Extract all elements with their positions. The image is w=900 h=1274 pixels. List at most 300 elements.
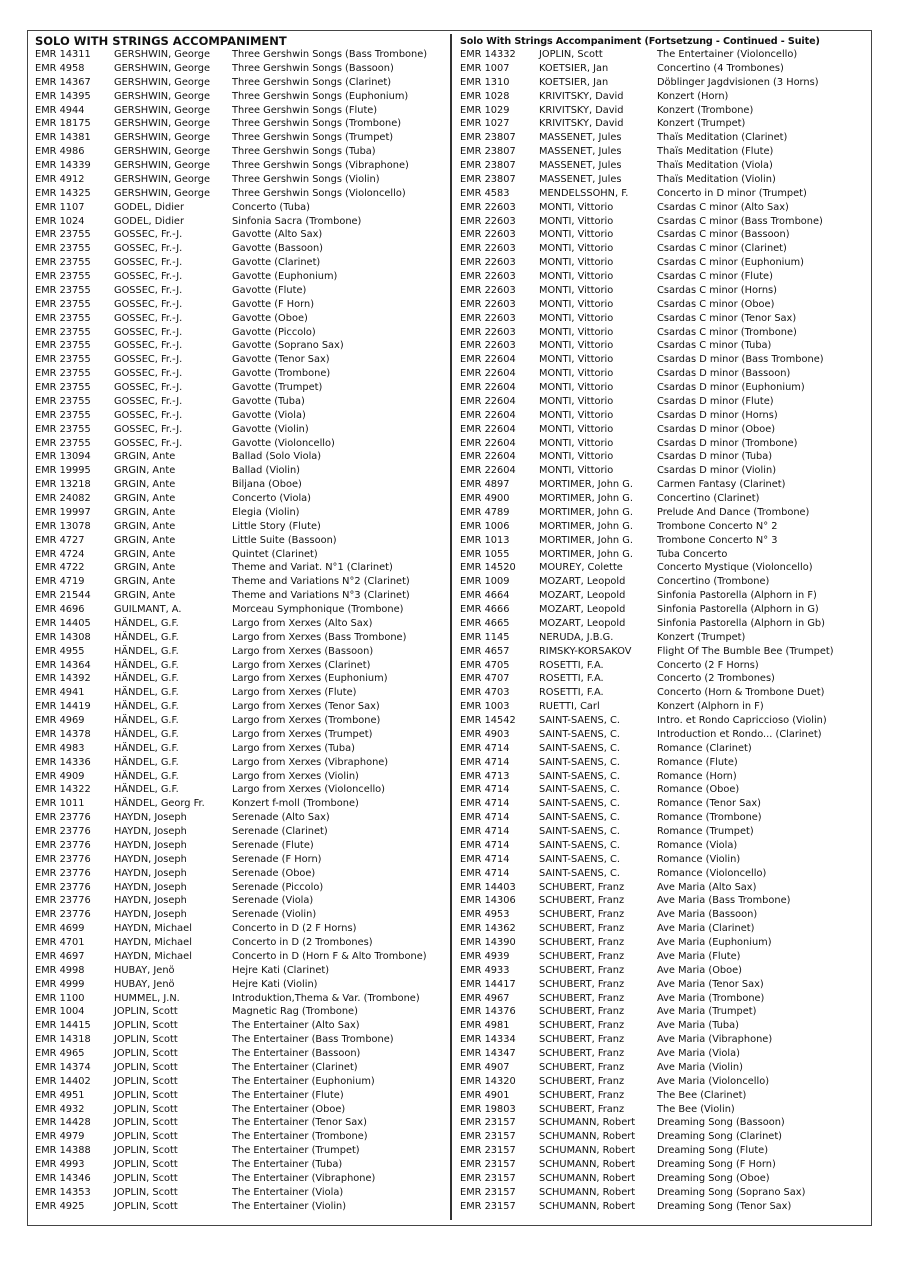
catalog-row bbox=[460, 922, 870, 936]
catalog-number: EMR 18175 bbox=[35, 118, 91, 130]
catalog-row bbox=[460, 367, 870, 381]
catalog-number: EMR 23755 bbox=[35, 284, 91, 296]
work-title: Dreaming Song (Soprano Sax) bbox=[657, 1186, 806, 1198]
catalog-number: EMR 19803 bbox=[460, 1103, 516, 1115]
composer: MONTI, Vittorio bbox=[539, 312, 614, 324]
catalog-number: EMR 22604 bbox=[460, 368, 516, 380]
composer: MONTI, Vittorio bbox=[539, 382, 614, 393]
catalog-number: EMR 4939 bbox=[460, 950, 510, 962]
catalog-number: EMR 22603 bbox=[460, 215, 516, 227]
catalog-row bbox=[460, 686, 870, 700]
catalog-number: EMR 1007 bbox=[460, 62, 510, 74]
catalog-row bbox=[35, 117, 445, 131]
catalog-row bbox=[460, 270, 870, 284]
composer: MENDELSSOHN, F. bbox=[539, 187, 629, 199]
composer: HÄNDEL, G.F. bbox=[114, 756, 179, 768]
catalog-number: EMR 4707 bbox=[460, 673, 510, 685]
catalog-row bbox=[35, 700, 445, 714]
work-title: Csardas C minor (Oboe) bbox=[657, 298, 775, 310]
composer: HAYDN, Michael bbox=[114, 923, 192, 935]
composer: SCHUBERT, Franz bbox=[539, 881, 625, 893]
composer: HUBAY, Jenö bbox=[114, 964, 175, 976]
work-title: Csardas D minor (Euphonium) bbox=[657, 382, 805, 393]
catalog-row bbox=[460, 742, 870, 756]
catalog-number: EMR 19997 bbox=[35, 506, 91, 518]
composer: GRGIN, Ante bbox=[114, 534, 176, 546]
catalog-row bbox=[460, 797, 870, 811]
catalog-row bbox=[460, 464, 870, 478]
composer: JOPLIN, Scott bbox=[114, 1186, 178, 1198]
catalog-row bbox=[35, 1047, 445, 1061]
composer: JOPLIN, Scott bbox=[114, 1075, 178, 1087]
catalog-number: EMR 4999 bbox=[35, 978, 85, 990]
work-title: The Entertainer (Tenor Sax) bbox=[232, 1117, 367, 1129]
catalog-row bbox=[35, 90, 445, 104]
catalog-row bbox=[460, 645, 870, 659]
work-title: Ave Maria (Violin) bbox=[657, 1061, 743, 1073]
work-title: Konzert (Trumpet) bbox=[657, 118, 746, 130]
composer: HÄNDEL, G.F. bbox=[114, 715, 179, 726]
catalog-number: EMR 4722 bbox=[35, 562, 85, 574]
catalog-row bbox=[460, 783, 870, 797]
composer: HÄNDEL, G.F. bbox=[114, 701, 179, 713]
catalog-row bbox=[460, 1144, 870, 1158]
catalog-row bbox=[35, 936, 445, 950]
catalog-number: EMR 23755 bbox=[35, 243, 91, 255]
catalog-row bbox=[460, 381, 870, 395]
catalog-number: EMR 23755 bbox=[35, 229, 91, 241]
work-title: Magnetic Rag (Trombone) bbox=[232, 1006, 358, 1018]
work-title: Concerto in D (2 Trombones) bbox=[232, 937, 373, 948]
work-title: Three Gershwin Songs (Bassoon) bbox=[232, 62, 394, 74]
work-title: Csardas C minor (Bassoon) bbox=[657, 229, 790, 241]
catalog-number: EMR 4696 bbox=[35, 604, 85, 615]
work-title: Prelude And Dance (Trombone) bbox=[657, 506, 810, 518]
work-title: Sinfonia Pastorella (Alphorn in G) bbox=[657, 604, 819, 615]
catalog-row bbox=[35, 437, 445, 451]
catalog-row bbox=[460, 298, 870, 312]
catalog-row bbox=[35, 353, 445, 367]
catalog-row bbox=[460, 728, 870, 742]
catalog-row bbox=[460, 950, 870, 964]
catalog-number: EMR 13094 bbox=[35, 451, 91, 463]
catalog-row bbox=[460, 908, 870, 922]
catalog-number: EMR 4907 bbox=[460, 1061, 510, 1073]
composer: HÄNDEL, G.F. bbox=[114, 770, 179, 782]
composer: HÄNDEL, G.F. bbox=[114, 645, 179, 657]
catalog-row bbox=[460, 520, 870, 534]
catalog-number: EMR 22604 bbox=[460, 354, 516, 366]
composer: HAYDN, Joseph bbox=[114, 909, 187, 921]
composer: SAINT-SAENS, C. bbox=[539, 784, 620, 796]
catalog-row bbox=[460, 1089, 870, 1103]
catalog-column-left bbox=[35, 35, 445, 1214]
catalog-row bbox=[35, 1172, 445, 1186]
catalog-number: EMR 22604 bbox=[460, 465, 516, 477]
work-title: Three Gershwin Songs (Euphonium) bbox=[232, 90, 409, 102]
catalog-row bbox=[35, 1103, 445, 1117]
composer: MONTI, Vittorio bbox=[539, 409, 614, 421]
catalog-row bbox=[460, 256, 870, 270]
work-title: Flight Of The Bumble Bee (Trumpet) bbox=[657, 645, 834, 657]
catalog-number: EMR 14403 bbox=[460, 881, 516, 893]
catalog-number: EMR 23755 bbox=[35, 312, 91, 324]
work-title: Dreaming Song (Bassoon) bbox=[657, 1117, 785, 1129]
catalog-row bbox=[460, 853, 870, 867]
composer: SCHUBERT, Franz bbox=[539, 964, 625, 976]
composer: SCHUBERT, Franz bbox=[539, 950, 625, 962]
work-title: Concerto in D minor (Trumpet) bbox=[657, 187, 807, 199]
work-title: Gavotte (Violoncello) bbox=[232, 437, 335, 449]
composer: JOPLIN, Scott bbox=[114, 1131, 178, 1143]
catalog-row bbox=[460, 450, 870, 464]
catalog-number: EMR 22604 bbox=[460, 437, 516, 449]
work-title: Largo from Xerxes (Trombone) bbox=[232, 715, 381, 726]
catalog-number: EMR 4953 bbox=[460, 909, 510, 921]
work-title: The Entertainer (Flute) bbox=[232, 1089, 344, 1101]
catalog-number: EMR 14374 bbox=[35, 1061, 91, 1073]
work-title: Three Gershwin Songs (Bass Trombone) bbox=[232, 49, 428, 60]
catalog-number: EMR 4665 bbox=[460, 617, 510, 629]
work-title: Little Suite (Bassoon) bbox=[232, 534, 337, 546]
catalog-row bbox=[460, 756, 870, 770]
work-title: The Entertainer (Oboe) bbox=[232, 1103, 346, 1115]
composer: GERSHWIN, George bbox=[114, 187, 211, 199]
work-title: Serenade (F Horn) bbox=[232, 853, 322, 865]
catalog-row bbox=[460, 159, 870, 173]
catalog-number: EMR 4697 bbox=[35, 950, 85, 962]
work-title: Ballad (Violin) bbox=[232, 465, 301, 477]
catalog-number: EMR 4664 bbox=[460, 590, 510, 602]
catalog-row bbox=[35, 506, 445, 520]
catalog-number: EMR 1100 bbox=[35, 992, 85, 1004]
catalog-number: EMR 4933 bbox=[460, 964, 510, 976]
work-title: Thaïs Meditation (Viola) bbox=[657, 160, 773, 171]
work-title: Csardas C minor (Tenor Sax) bbox=[657, 312, 797, 324]
work-title: Introduktion,Thema & Var. (Trombone) bbox=[232, 992, 420, 1004]
catalog-row bbox=[460, 881, 870, 895]
catalog-row bbox=[35, 1144, 445, 1158]
work-title: Romance (Oboe) bbox=[657, 784, 740, 796]
catalog-number: EMR 4724 bbox=[35, 548, 85, 560]
composer: GRGIN, Ante bbox=[114, 493, 176, 504]
catalog-row bbox=[35, 381, 445, 395]
work-title: Gavotte (Tuba) bbox=[232, 395, 305, 407]
catalog-row bbox=[35, 631, 445, 645]
catalog-number: EMR 4912 bbox=[35, 173, 85, 185]
catalog-row bbox=[35, 811, 445, 825]
catalog-number: EMR 4701 bbox=[35, 937, 85, 948]
work-title: Largo from Xerxes (Violoncello) bbox=[232, 784, 385, 796]
composer: MOUREY, Colette bbox=[539, 562, 623, 574]
composer: GOSSEC, Fr.-J. bbox=[114, 437, 183, 449]
work-title: Elegia (Violin) bbox=[232, 506, 300, 518]
work-title: Largo from Xerxes (Bass Trombone) bbox=[232, 631, 407, 643]
work-title: Three Gershwin Songs (Vibraphone) bbox=[232, 160, 409, 171]
composer: MORTIMER, John G. bbox=[539, 493, 633, 504]
catalog-number: EMR 14428 bbox=[35, 1117, 91, 1129]
catalog-row bbox=[35, 1200, 445, 1214]
work-title: Csardas D minor (Oboe) bbox=[657, 423, 776, 435]
catalog-row bbox=[35, 575, 445, 589]
composer: JOPLIN, Scott bbox=[114, 1089, 178, 1101]
composer: HUBAY, Jenö bbox=[114, 978, 175, 990]
catalog-number: EMR 1011 bbox=[35, 798, 85, 810]
composer: GOSSEC, Fr.-J. bbox=[114, 326, 183, 338]
catalog-number: EMR 1055 bbox=[460, 548, 510, 560]
catalog-number: EMR 4979 bbox=[35, 1131, 85, 1143]
catalog-number: EMR 14419 bbox=[35, 701, 91, 713]
composer: KOETSIER, Jan bbox=[539, 62, 609, 74]
catalog-row bbox=[460, 90, 870, 104]
catalog-row bbox=[35, 1005, 445, 1019]
composer: GOSSEC, Fr.-J. bbox=[114, 312, 183, 324]
catalog-number: EMR 14346 bbox=[35, 1172, 91, 1184]
composer: GRGIN, Ante bbox=[114, 520, 176, 532]
catalog-number: EMR 23755 bbox=[35, 326, 91, 338]
catalog-number: EMR 4713 bbox=[460, 770, 510, 782]
composer: JOPLIN, Scott bbox=[114, 1159, 178, 1170]
work-title: Ave Maria (Alto Sax) bbox=[657, 881, 757, 893]
catalog-row bbox=[35, 922, 445, 936]
composer: MOZART, Leopold bbox=[539, 590, 626, 602]
work-title: Sinfonia Pastorella (Alphorn in Gb) bbox=[657, 617, 825, 629]
catalog-row bbox=[35, 1089, 445, 1103]
composer: JOPLIN, Scott bbox=[114, 1061, 178, 1073]
work-title: Ave Maria (Trumpet) bbox=[657, 1006, 757, 1018]
composer: MORTIMER, John G. bbox=[539, 520, 633, 532]
catalog-number: EMR 4714 bbox=[460, 742, 510, 754]
catalog-number: EMR 23776 bbox=[35, 839, 91, 851]
catalog-row bbox=[460, 215, 870, 229]
work-title: Hejre Kati (Clarinet) bbox=[232, 964, 330, 976]
catalog-number: EMR 23776 bbox=[35, 909, 91, 921]
catalog-row bbox=[35, 520, 445, 534]
catalog-column-right bbox=[460, 35, 870, 1214]
composer: SCHUMANN, Robert bbox=[539, 1145, 636, 1157]
composer: GERSHWIN, George bbox=[114, 132, 211, 144]
work-title: Ballad (Solo Viola) bbox=[232, 451, 322, 463]
catalog-row bbox=[35, 131, 445, 145]
work-title: Gavotte (Violin) bbox=[232, 423, 309, 435]
work-title: Ave Maria (Tuba) bbox=[657, 1020, 739, 1032]
composer: GOSSEC, Fr.-J. bbox=[114, 354, 183, 366]
composer: GRGIN, Ante bbox=[114, 479, 176, 491]
composer: KRIVITSKY, David bbox=[539, 90, 624, 102]
catalog-row bbox=[35, 104, 445, 118]
catalog-row bbox=[460, 1172, 870, 1186]
work-title: The Bee (Clarinet) bbox=[657, 1089, 747, 1101]
work-title: Csardas C minor (Trombone) bbox=[657, 326, 797, 338]
composer: HÄNDEL, G.F. bbox=[114, 687, 179, 699]
catalog-number: EMR 4965 bbox=[35, 1048, 85, 1059]
catalog-row bbox=[460, 811, 870, 825]
catalog-number: EMR 4901 bbox=[460, 1089, 510, 1101]
catalog-number: EMR 4998 bbox=[35, 964, 85, 976]
work-title: The Entertainer (Violoncello) bbox=[657, 49, 798, 60]
composer: SAINT-SAENS, C. bbox=[539, 756, 620, 768]
catalog-number: EMR 4986 bbox=[35, 146, 85, 158]
catalog-number: EMR 1028 bbox=[460, 90, 510, 102]
catalog-number: EMR 23157 bbox=[460, 1172, 516, 1184]
catalog-number: EMR 4699 bbox=[35, 923, 85, 935]
work-title: Three Gershwin Songs (Tuba) bbox=[232, 146, 376, 158]
composer: MORTIMER, John G. bbox=[539, 479, 633, 491]
work-title: Serenade (Clarinet) bbox=[232, 826, 328, 837]
work-title: Theme and Variations N°3 (Clarinet) bbox=[232, 590, 410, 602]
work-title: Csardas D minor (Tuba) bbox=[657, 451, 773, 463]
work-title: The Entertainer (Violin) bbox=[232, 1200, 347, 1212]
composer: RUETTI, Carl bbox=[539, 701, 600, 713]
composer: SAINT-SAENS, C. bbox=[539, 812, 620, 824]
catalog-number: EMR 23807 bbox=[460, 132, 516, 144]
catalog-row bbox=[35, 950, 445, 964]
composer: HÄNDEL, G.F. bbox=[114, 673, 179, 685]
catalog-row bbox=[35, 1061, 445, 1075]
catalog-row bbox=[460, 1047, 870, 1061]
catalog-number: EMR 4714 bbox=[460, 826, 510, 837]
catalog-number: EMR 14318 bbox=[35, 1034, 91, 1046]
catalog-row bbox=[35, 409, 445, 423]
catalog-row bbox=[35, 201, 445, 215]
catalog-row bbox=[35, 1158, 445, 1172]
catalog-row bbox=[35, 561, 445, 575]
composer: SCHUBERT, Franz bbox=[539, 1048, 625, 1059]
composer: GOSSEC, Fr.-J. bbox=[114, 382, 183, 393]
catalog-row bbox=[460, 228, 870, 242]
catalog-number: EMR 14311 bbox=[35, 49, 91, 60]
composer: ROSETTI, F.A. bbox=[539, 687, 604, 699]
work-title: Romance (Trumpet) bbox=[657, 826, 754, 837]
catalog-row bbox=[460, 548, 870, 562]
composer: MONTI, Vittorio bbox=[539, 215, 614, 227]
composer: KOETSIER, Jan bbox=[539, 76, 609, 88]
catalog-number: EMR 23807 bbox=[460, 173, 516, 185]
section-heading-continued: Solo With Strings Accompaniment (Fortsetzung - Continued - Suite) bbox=[460, 36, 820, 47]
work-title: Carmen Fantasy (Clarinet) bbox=[657, 479, 786, 491]
catalog-row bbox=[35, 339, 445, 353]
catalog-number: EMR 14390 bbox=[460, 937, 516, 948]
composer: MOZART, Leopold bbox=[539, 617, 626, 629]
work-title: Dreaming Song (Tenor Sax) bbox=[657, 1200, 792, 1212]
catalog-number: EMR 1013 bbox=[460, 534, 510, 546]
work-title: Serenade (Viola) bbox=[232, 895, 314, 907]
work-title: Theme and Variat. N°1 (Clarinet) bbox=[232, 562, 393, 574]
work-title: Konzert (Trombone) bbox=[657, 104, 754, 116]
catalog-row bbox=[460, 1075, 870, 1089]
catalog-number: EMR 14364 bbox=[35, 659, 91, 671]
composer: SCHUBERT, Franz bbox=[539, 1006, 625, 1018]
catalog-number: EMR 23776 bbox=[35, 853, 91, 865]
catalog-number: EMR 23807 bbox=[460, 146, 516, 158]
catalog-number: EMR 23776 bbox=[35, 895, 91, 907]
catalog-row bbox=[460, 145, 870, 159]
catalog-row bbox=[460, 894, 870, 908]
catalog-number: EMR 4714 bbox=[460, 839, 510, 851]
catalog-row bbox=[35, 686, 445, 700]
composer: GUILMANT, A. bbox=[114, 604, 182, 615]
catalog-number: EMR 4969 bbox=[35, 715, 85, 726]
catalog-row bbox=[460, 964, 870, 978]
catalog-row bbox=[460, 1200, 870, 1214]
catalog-number: EMR 4703 bbox=[460, 687, 510, 699]
work-title: Tuba Concerto bbox=[657, 548, 728, 560]
catalog-number: EMR 23755 bbox=[35, 298, 91, 310]
catalog-number: EMR 14339 bbox=[35, 160, 91, 171]
catalog-row bbox=[35, 187, 445, 201]
catalog-row bbox=[460, 173, 870, 187]
catalog-number: EMR 4897 bbox=[460, 479, 510, 491]
catalog-row bbox=[35, 978, 445, 992]
catalog-number: EMR 23157 bbox=[460, 1145, 516, 1157]
composer: GRGIN, Ante bbox=[114, 590, 176, 602]
catalog-number: EMR 14308 bbox=[35, 631, 91, 643]
work-title: Gavotte (Oboe) bbox=[232, 312, 308, 324]
composer: HÄNDEL, G.F. bbox=[114, 617, 179, 629]
catalog-row bbox=[460, 312, 870, 326]
catalog-row bbox=[460, 700, 870, 714]
composer: SCHUMANN, Robert bbox=[539, 1159, 636, 1170]
work-title: Thaïs Meditation (Clarinet) bbox=[657, 132, 788, 144]
composer: MONTI, Vittorio bbox=[539, 326, 614, 338]
catalog-row bbox=[460, 1019, 870, 1033]
composer: SCHUMANN, Robert bbox=[539, 1117, 636, 1129]
composer: GERSHWIN, George bbox=[114, 160, 211, 171]
composer: GERSHWIN, George bbox=[114, 118, 211, 130]
work-title: Ave Maria (Bass Trombone) bbox=[657, 895, 791, 907]
catalog-number: EMR 4714 bbox=[460, 812, 510, 824]
work-title: Csardas D minor (Horns) bbox=[657, 409, 778, 421]
catalog-number: EMR 1029 bbox=[460, 104, 510, 116]
catalog-number: EMR 23157 bbox=[460, 1131, 516, 1143]
work-title: Döblinger Jagdvisionen (3 Horns) bbox=[657, 76, 819, 88]
composer: JOPLIN, Scott bbox=[114, 1145, 178, 1157]
work-title: Three Gershwin Songs (Trombone) bbox=[232, 118, 402, 130]
catalog-row bbox=[35, 423, 445, 437]
work-title: Dreaming Song (F Horn) bbox=[657, 1159, 776, 1170]
catalog-number: EMR 22603 bbox=[460, 312, 516, 324]
composer: HÄNDEL, G.F. bbox=[114, 784, 179, 796]
catalog-row bbox=[460, 409, 870, 423]
composer: SAINT-SAENS, C. bbox=[539, 867, 620, 879]
composer: MASSENET, Jules bbox=[539, 160, 622, 171]
composer: JOPLIN, Scott bbox=[539, 49, 603, 60]
catalog-number: EMR 23157 bbox=[460, 1159, 516, 1170]
composer: GOSSEC, Fr.-J. bbox=[114, 229, 183, 241]
work-title: Konzert (Trumpet) bbox=[657, 631, 746, 643]
catalog-number: EMR 14520 bbox=[460, 562, 516, 574]
catalog-number: EMR 14325 bbox=[35, 187, 91, 199]
composer: HAYDN, Joseph bbox=[114, 895, 187, 907]
catalog-row bbox=[460, 617, 870, 631]
work-title: Concerto in D (Horn F & Alto Trombone) bbox=[232, 950, 427, 962]
catalog-number: EMR 4900 bbox=[460, 493, 510, 504]
catalog-number: EMR 22603 bbox=[460, 284, 516, 296]
composer: GERSHWIN, George bbox=[114, 76, 211, 88]
work-title: Concerto (Viola) bbox=[232, 493, 312, 504]
catalog-row bbox=[35, 770, 445, 784]
work-title: Romance (Clarinet) bbox=[657, 742, 752, 754]
catalog-row bbox=[35, 589, 445, 603]
work-title: Gavotte (F Horn) bbox=[232, 298, 315, 310]
catalog-number: EMR 22603 bbox=[460, 243, 516, 255]
catalog-row bbox=[460, 201, 870, 215]
composer: JOPLIN, Scott bbox=[114, 1048, 178, 1059]
catalog-row bbox=[35, 797, 445, 811]
catalog-row bbox=[35, 548, 445, 562]
work-title: Concerto (2 F Horns) bbox=[657, 659, 759, 671]
work-title: Romance (Horn) bbox=[657, 770, 737, 782]
